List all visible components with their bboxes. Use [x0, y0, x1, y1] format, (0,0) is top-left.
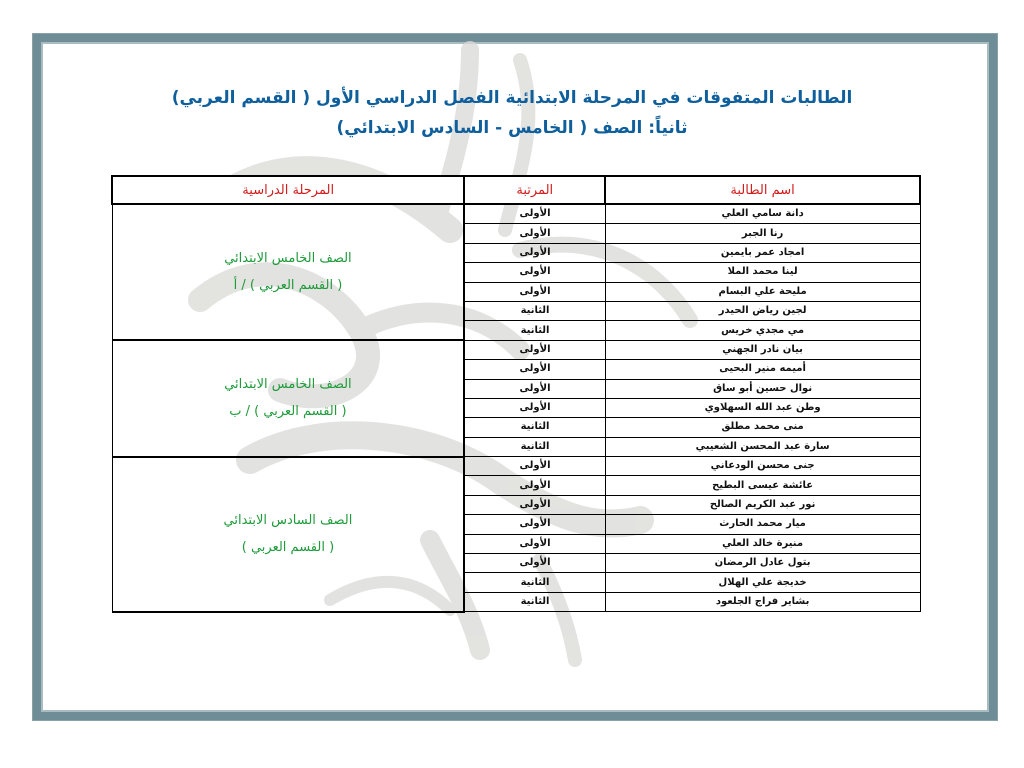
stage-cell [112, 204, 464, 340]
student-name-cell: ميار محمد الحارث [605, 515, 920, 534]
rank-cell: الأولى [464, 340, 605, 359]
rank-cell: الأولى [464, 204, 605, 224]
student-name-cell: خديجة علي الهلال [605, 573, 920, 592]
rank-cell: الأولى [464, 243, 605, 262]
table-row [112, 457, 920, 476]
table-row [112, 340, 920, 359]
student-name-cell: مليحة علي البسام [605, 282, 920, 301]
header-rank: المرتبة [464, 176, 605, 204]
student-name-cell: أميمه منير البحيى [605, 360, 920, 379]
student-name-cell: سارة عبد المحسن الشعيبي [605, 437, 920, 456]
honors-table [111, 175, 921, 613]
student-name-cell: منى محمد مطلق [605, 418, 920, 437]
stage-section-label: ( القسم العربي ) / أ [233, 278, 343, 294]
rank-cell: الأولى [464, 224, 605, 243]
rank-cell: الأولى [464, 398, 605, 417]
student-name-cell: مي مجدي خريس [605, 321, 920, 340]
student-name-cell: امجاد عمر بايمين [605, 243, 920, 262]
stage-cell [112, 457, 464, 612]
rank-cell: الأولى [464, 457, 605, 476]
student-name-cell: لينا محمد الملا [605, 263, 920, 282]
rank-cell: الأولى [464, 360, 605, 379]
rank-cell: الأولى [464, 379, 605, 398]
page-subtitle: ثانياً: الصف ( الخامس - السادس الابتدائي) [336, 118, 688, 138]
student-name-cell: بشاير فراج الجلعود [605, 592, 920, 611]
rank-cell: الثانية [464, 437, 605, 456]
rank-cell: الثانية [464, 301, 605, 320]
rank-cell: الثانية [464, 418, 605, 437]
student-name-cell: نور عبد الكريم الصالح [605, 495, 920, 514]
rank-cell: الأولى [464, 476, 605, 495]
page-title: الطالبات المتفوقات في المرحلة الابتدائية الفصل الدراسي الأول ( القسم العربي) [171, 88, 853, 108]
rank-cell: الأولى [464, 515, 605, 534]
stage-section-label: ( القسم العربي ) / ب [229, 404, 347, 420]
stage-grade-label: الصف الخامس الابتدائي [224, 251, 352, 267]
rank-cell: الأولى [464, 495, 605, 514]
header-student-name: اسم الطالبة [605, 176, 920, 204]
stage-cell [112, 340, 464, 456]
rank-cell: الأولى [464, 282, 605, 301]
student-name-cell: منيرة خالد العلي [605, 534, 920, 553]
student-name-cell: بيان نادر الجهني [605, 340, 920, 359]
student-name-cell: نوال حسين أبو ساق [605, 379, 920, 398]
rank-cell: الأولى [464, 554, 605, 573]
rank-cell: الثانية [464, 592, 605, 611]
student-name-cell: عائشة عيسى البطيح [605, 476, 920, 495]
table-row [112, 204, 920, 224]
stage-grade-label: الصف الخامس الابتدائي [224, 377, 352, 393]
rank-cell: الثانية [464, 573, 605, 592]
stage-grade-label: الصف السادس الابتدائي [223, 513, 353, 529]
rank-cell: الثانية [464, 321, 605, 340]
student-name-cell: جنى محسن الودعاني [605, 457, 920, 476]
table-header-row [112, 176, 920, 204]
student-name-cell: وطن عبد الله السهلاوي [605, 398, 920, 417]
student-name-cell: رنا الجبر [605, 224, 920, 243]
rank-cell: الأولى [464, 263, 605, 282]
stage-section-label: ( القسم العربي ) [241, 540, 335, 556]
student-name-cell: دانة سامي العلي [605, 204, 920, 224]
student-name-cell: بتول عادل الرمضان [605, 554, 920, 573]
rank-cell: الأولى [464, 534, 605, 553]
header-stage: المرحلة الدراسية [112, 176, 464, 204]
student-name-cell: لجين رياض الحيدر [605, 301, 920, 320]
